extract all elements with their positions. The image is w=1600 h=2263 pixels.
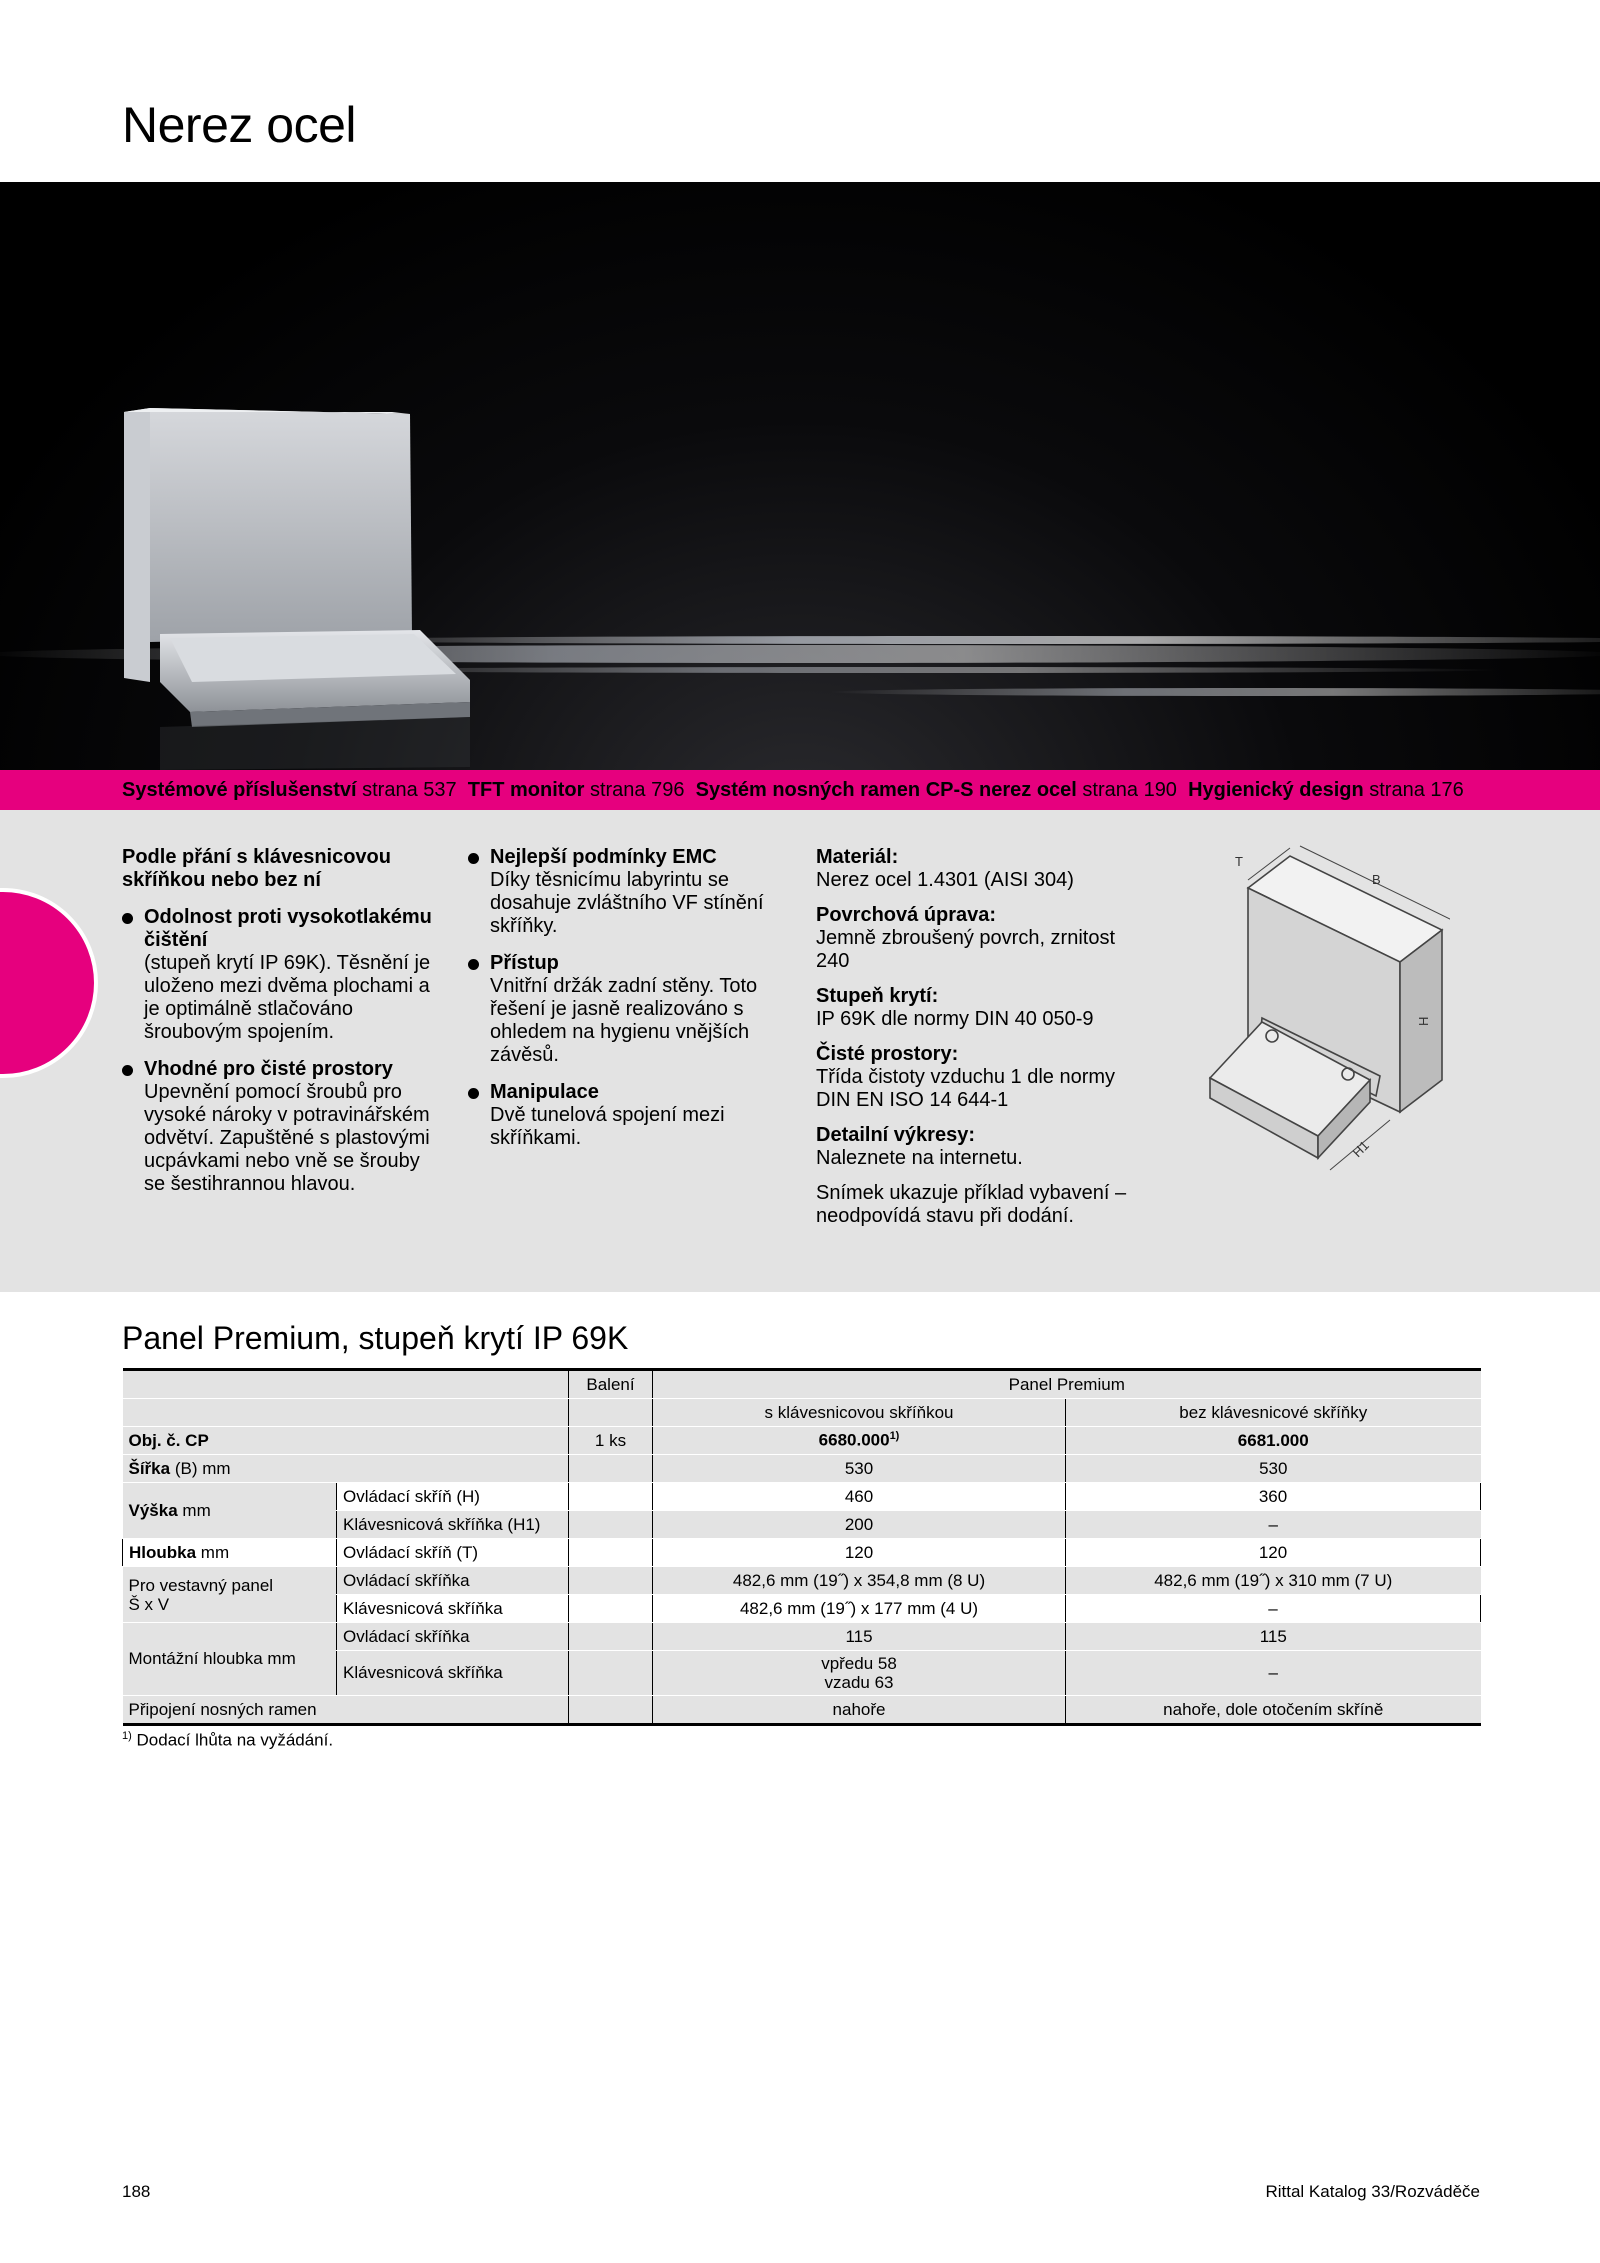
header-with-keyboard: s klávesnicovou skříňkou (653, 1399, 1066, 1427)
table-row: Pro vestavný panel Š x V Ovládací skříňka 482,6 mm (19˝) x 354,8 mm (8 U) 482,6 mm (19˝) x 310 mm (7 U) (123, 1567, 1481, 1595)
feature-bullet: Vhodné pro čisté prostory Upevnění pomocí šroubů pro vysoké nároky v potravinářském odvětví. Zapuštěné s plastovými ucpávkami nebo vně se šrouby se šestihrannou hlavou. (122, 1058, 442, 1196)
photo-note: Snímek ukazuje příklad vybavení – neodpovídá stavu při dodání. (816, 1182, 1127, 1227)
dim-label-h1: H1 (1349, 1137, 1372, 1161)
product-spec-table (122, 1368, 1481, 1726)
xref-link[interactable]: Hygienický design strana 176 (1188, 779, 1464, 801)
spec-item: Detailní výkresy: Naleznete na internetu. (816, 1124, 1023, 1169)
table-row: Obj. č. CP 1 ks 6680.000$^{1)}$ 6681.000 (123, 1427, 1481, 1455)
light-streak (300, 636, 1600, 644)
table-row: Šířka (B) mm 530 530 (123, 1455, 1481, 1483)
xref-link[interactable]: TFT monitor strana 796 (467, 779, 685, 801)
table-title: Panel Premium, stupeň krytí IP 69K (122, 1320, 629, 1356)
header-without-keyboard: bez klávesnicové skříňky (1066, 1399, 1481, 1427)
catalog-name: Rittal Katalog 33/Rozváděče (1265, 2182, 1480, 2201)
feature-bullet: Manipulace Dvě tunelová spojení mezi skříňkami. (468, 1081, 798, 1150)
spec-item: Čisté prostory: Třída čistoty vzduchu 1 dle normy DIN EN ISO 14 644-1 (816, 1043, 1116, 1111)
table-row: Klávesnicová skříňka vpředu 58 vzadu 63 – (123, 1651, 1481, 1696)
dim-label-t: T (1235, 854, 1243, 869)
cross-reference-strip (0, 770, 1600, 810)
spec-item: Stupeň krytí: IP 69K dle normy DIN 40 050-9 (816, 985, 1094, 1030)
page-number: 188 (122, 2182, 151, 2201)
dim-label-b: B (1372, 872, 1381, 887)
table-header-empty (123, 1370, 569, 1399)
table-row: Klávesnicová skříňka (H1) 200 – (123, 1511, 1481, 1539)
header-panel-premium: Panel Premium (653, 1370, 1481, 1399)
table-row: Klávesnicová skříňka 482,6 mm (19˝) x 177 mm (4 U) – (123, 1595, 1481, 1623)
table-row: Hloubka mm Ovládací skříň (T) 120 120 (123, 1539, 1481, 1567)
table-row: Montážní hloubka mm Ovládací skříňka 115 115 (123, 1623, 1481, 1651)
feature-bullet: Nejlepší podmínky EMC Díky těsnicímu labyrintu se dosahuje zvláštního VF stínění skříňky. (468, 846, 798, 938)
specs-column (816, 846, 1146, 1228)
feature-bullet: Přístup Vnitřní držák zadní stěny. Toto řešení je jasně realizováno s ohledem na hygienu vnějších závěsů. (468, 952, 798, 1067)
table-row: Výška mm Ovládací skříň (H) 460 360 (123, 1483, 1481, 1511)
light-streak (300, 667, 1500, 673)
features-heading: Podle přání s klávesnicovou skříňkou nebo bez ní (122, 846, 391, 891)
features-column-1 (122, 846, 442, 1196)
features-column-2 (468, 832, 798, 1150)
table-footnote: $^{1)}$ Dodací lhůta na vyžádání. (122, 1730, 334, 1750)
page-title: Nerez ocel (122, 97, 356, 153)
feature-bullet: Odolnost proti vysokotlakému čištění (stupeň krytí IP 69K). Těsnění je uloženo mezi dvěma plochami a je optimálně stlačováno šroubovým spojením. (122, 906, 442, 1044)
xref-link[interactable]: Systém nosných ramen CP-S nerez ocel strana 190 (695, 779, 1177, 801)
table-row: Připojení nosných ramen nahoře nahoře, dole otočením skříně (123, 1696, 1481, 1725)
spec-item: Povrchová úprava: Jemně zbroušený povrch, zrnitost 240 (816, 904, 1116, 972)
header-packaging: Balení (569, 1370, 653, 1399)
dim-label-h: H (1416, 1016, 1431, 1026)
dimension-drawing (1190, 840, 1450, 1190)
light-streak (830, 688, 1600, 696)
xref-link[interactable]: Systémové příslušenství strana 537 (122, 779, 457, 801)
hero-product-photo (0, 182, 1600, 770)
spec-item: Materiál: Nerez ocel 1.4301 (AISI 304) (816, 846, 1074, 891)
panel-enclosure-illustration (124, 408, 470, 727)
